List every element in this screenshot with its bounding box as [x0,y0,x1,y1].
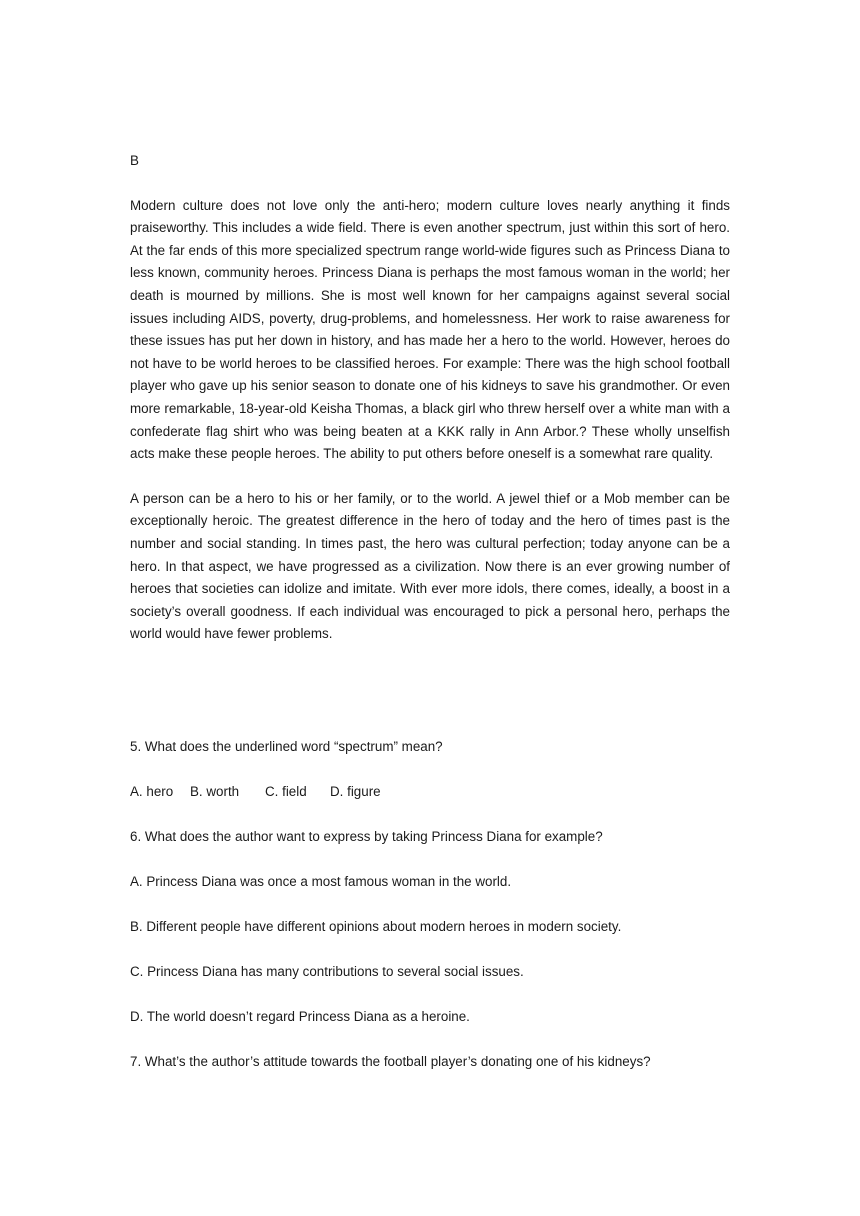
question-5-option-a: A. hero [130,783,174,799]
question-5-stem: 5. What does the underlined word “spectrum” mean? [130,738,443,754]
question-5-options [130,781,730,804]
question-6-option-c: C. Princess Diana has many contributions to several social issues. [130,963,524,979]
passage-paragraph-2: A person can be a hero to his or her family, or to the world. A jewel thief or a Mob member can be exceptionally heroic. The greatest difference in the hero of today and the hero of times past is the number and social standing. In times past, the hero was cultural perfection; today anyone can be a hero. In that aspect, we have progressed as a civilization. Now there is an ever growing number of heroes that societies can idolize and imitate. With ever more idols, there comes, ideally, a boost in a society’s overall goodness. If each individual was encouraged to pick a personal hero, perhaps the world would have fewer problems. [130,490,730,642]
spacer [130,668,730,736]
document-page [130,150,730,1096]
question-5-option-c: C. field [265,783,307,799]
passage-paragraph-1: Modern culture does not love only the anti-hero; modern culture loves nearly anything it finds praiseworthy. This includes a wide field. There is even another spectrum, just within this sort of hero. At the far ends of this more specialized spectrum range world-wide figures such as Princess Diana to less known, community heroes. Princess Diana is perhaps the most famous woman in the world; her death is mourned by millions. She is most well known for her campaigns against several social issues including AIDS, poverty, drug-problems, and homelessness. Her work to raise awareness for these issues has put her down in history, and has made her a hero to the world. However, heroes do not have to be world heroes to be classified heroes. For example: There was the high school football player who gave up his senior season to donate one of his kidneys to save his grandmother. Or even more remarkable, 18-year-old Keisha Thomas, a black girl who threw herself over a white man with a confederate flag shirt who was being beaten at a KKK rally in Ann Arbor.? These wholly unselfish acts make these people heroes. The ability to put others before oneself is a somewhat rare quality. [130,197,730,462]
question-6-option-b: B. Different people have different opinions about modern heroes in modern society. [130,918,622,934]
section-label: B [130,153,139,168]
question-6-stem: 6. What does the author want to express by taking Princess Diana for example? [130,828,603,844]
question-5-option-b: B. worth [190,783,240,799]
question-7-stem: 7. What’s the author’s attitude towards the football player’s donating one of his kidneys? [130,1053,651,1069]
question-5-option-d: D. figure [330,783,381,799]
question-6-option-a: A. Princess Diana was once a most famous woman in the world. [130,873,512,889]
question-6-option-d: D. The world doesn’t regard Princess Diana as a heroine. [130,1008,470,1024]
